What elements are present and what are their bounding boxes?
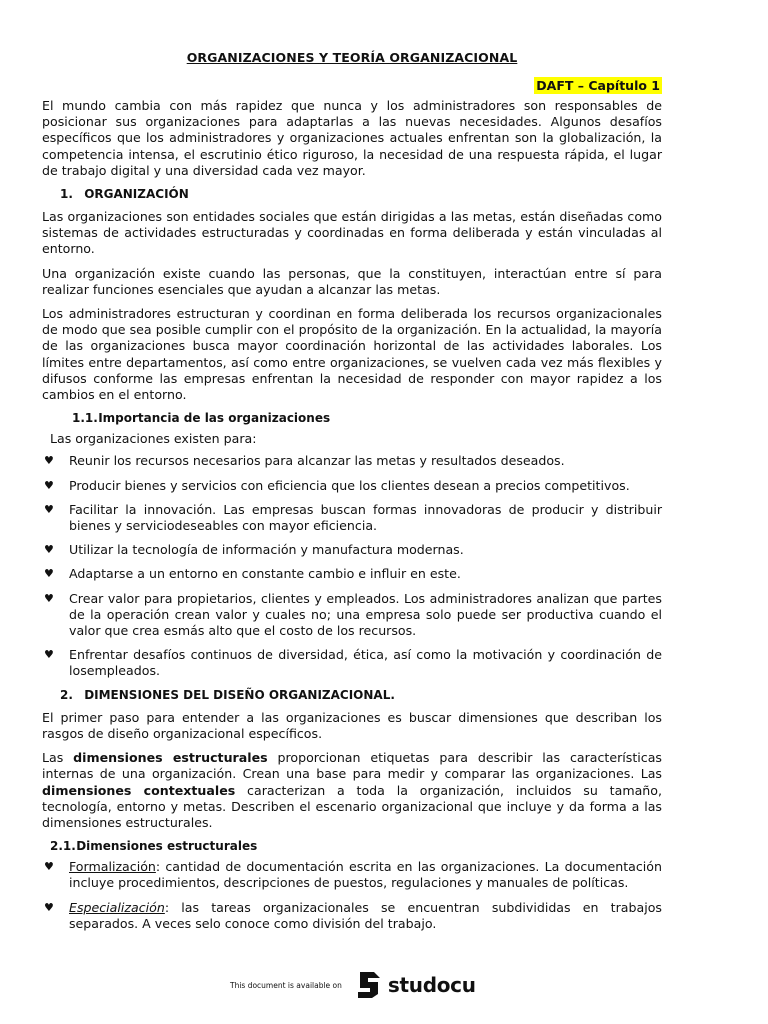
section-title: ORGANIZACIÓN: [84, 187, 189, 202]
list-item: [42, 542, 662, 558]
definition: : las tareas organizacionales se encuentran subdivididas en trabajos separados. A veces selo conoce como división del trabajo.: [69, 899, 662, 931]
heart-bullet-icon: ♥: [44, 567, 54, 581]
text-run: proporcionan etiquetas para describir las características internas de una organización. Crean una base para medir y comparar las organizaciones. Las: [42, 750, 662, 782]
subsection-title: Dimensiones estructurales: [76, 839, 258, 854]
bold-term: dimensiones estructurales: [73, 750, 268, 766]
list-lead: Las organizaciones existen para:: [50, 431, 257, 447]
bold-term: dimensiones contextuales: [42, 782, 236, 798]
chapter-label-wrap: [42, 75, 662, 94]
list-item-text: Enfrentar desafíos continuos de diversidad, ética, así como la motivación y coordinación de losempleados.: [69, 647, 662, 679]
paragraph: Una organización existe cuando las personas, que la constituyen, interactúan entre sí para realizar funciones esenciales que ayudan a alcanzar las metas.: [42, 265, 662, 297]
heart-bullet-icon: ♥: [44, 454, 54, 468]
heart-bullet-icon: ♥: [44, 591, 54, 605]
structural-dimensions-list: [42, 859, 662, 932]
paragraph: Las organizaciones son entidades sociales que están dirigidas a las metas, están diseñadas como sistemas de actividades estructuradas y coordinadas en forma deliberada y están vinculadas al entorno.: [42, 209, 662, 257]
heart-bullet-icon: ♥: [44, 543, 54, 557]
subsection-1-1-heading: [72, 411, 662, 425]
term: Especialización: [69, 899, 165, 915]
brand-name: studocu: [387, 973, 476, 997]
list-item-text: Crear valor para propietarios, clientes y empleados. Los administradores analizan que partes de la operación crean valor y cuales no; una empresa solo puede ser productiva cuando el valor que crea esmás alto que el costo de los recursos.: [69, 590, 662, 639]
document-page: [42, 44, 662, 940]
section-number: 2.: [60, 687, 73, 702]
intro-paragraph: El mundo cambia con más rapidez que nunca y los administradores son responsables de posicionar sus organizaciones para adaptarlas a las nuevas necesidades. Algunos desafíos específicos que los administradores y organizaciones actuales enfrentan son la globalización, la competencia intensa, el escrutinio ético riguroso, la necesidad de una respuesta rápida, el lugar de trabajo digital y una diversidad cada vez mayor.: [42, 98, 662, 178]
subsection-number: 1.1.: [72, 411, 98, 426]
list-item: [42, 478, 662, 494]
subsection-number: 2.1.: [50, 839, 76, 854]
term: Formalización: [69, 859, 156, 875]
section-2-heading: [60, 688, 662, 702]
list-item: [42, 647, 662, 679]
footer: [230, 970, 476, 1000]
list-item-text: Adaptarse a un entorno en constante cambio e influir en este.: [69, 566, 461, 582]
list-item: [42, 591, 662, 640]
studocu-logo[interactable]: [356, 970, 476, 1000]
text-run: Las: [42, 750, 74, 766]
list-item-text: Facilitar la innovación. Las empresas buscan formas innovadoras de producir y distribuir bienes y serviciodeseables con mayor eficiencia.: [69, 501, 662, 534]
heart-bullet-icon: ♥: [44, 502, 54, 516]
subsection-2-1-heading: [50, 839, 662, 853]
chapter-label: DAFT – Capítulo 1: [536, 78, 660, 93]
paragraph: Los administradores estructuran y coordinan en forma deliberada los recursos organizacionales de modo que sea posible cumplir con el propósito de la organización. En la actualidad, la mayoría de las organizaciones busca mayor coordinación horizontal de las actividades laborales. Los límites entre departamentos, así como entre organizaciones, se vuelven cada vez más flexibles y difusos conforme las empresas enfrentan la necesidad de responder con mayor rapidez a los cambios en el entorno.: [42, 306, 662, 403]
importance-list: [42, 453, 662, 679]
list-item: [42, 900, 662, 932]
list-item: [42, 859, 662, 891]
section-number: 1.: [60, 187, 73, 202]
section-1-heading: [60, 187, 662, 201]
heart-bullet-icon: ♥: [44, 478, 54, 492]
list-item-text: Reunir los recursos necesarios para alcanzar las metas y resultados deseados.: [69, 453, 565, 469]
section-title: DIMENSIONES DEL DISEÑO ORGANIZACIONAL.: [84, 687, 395, 702]
paragraph: [42, 750, 662, 831]
list-item: [42, 566, 662, 582]
heart-bullet-icon: ♥: [44, 860, 54, 874]
availability-note: This document is available on: [230, 980, 342, 990]
definition: : cantidad de documentación escrita en las organizaciones. La documentación incluye procedimientos, descripciones de puestos, regulaciones y manuales de políticas.: [69, 859, 662, 891]
document-title: ORGANIZACIONES Y TEORÍA ORGANIZACIONAL: [186, 50, 518, 65]
list-item-text: Producir bienes y servicios con eficiencia que los clientes desean a precios competitivos.: [69, 477, 630, 493]
studocu-s-icon: [356, 970, 382, 1000]
text-run: caracterizan a toda la organización, incluidos su tamaño, tecnología, entorno y metas. Describen el escenario organizacional que incluye y da forma a las dimensiones estructurales.: [42, 782, 662, 830]
paragraph: El primer paso para entender a las organizaciones es buscar dimensiones que describan los rasgos de diseño organizacional específicos.: [42, 709, 662, 741]
list-item-text: Utilizar la tecnología de información y manufactura modernas.: [69, 542, 464, 558]
list-item: [42, 502, 662, 534]
subsection-title: Importancia de las organizaciones: [98, 411, 331, 426]
heart-bullet-icon: ♥: [44, 648, 54, 662]
list-item: [42, 453, 662, 469]
heart-bullet-icon: ♥: [44, 900, 54, 914]
